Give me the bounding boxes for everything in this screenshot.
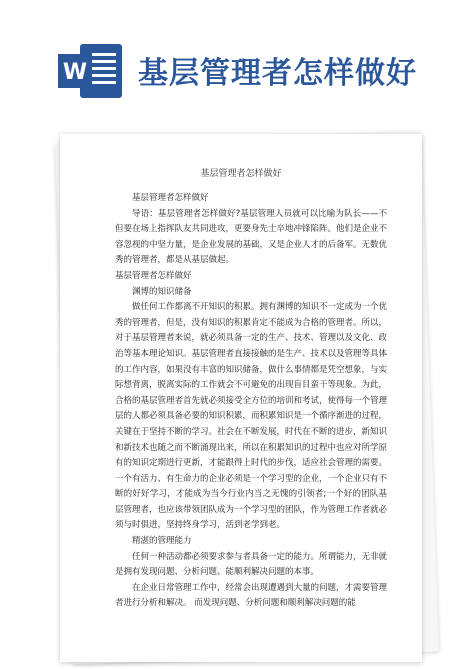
section-heading: 基层管理者怎样做好 [115, 270, 192, 281]
section-heading-ability: 精湛的管理能力 [132, 536, 192, 547]
document-page [60, 134, 422, 662]
header-banner [0, 0, 474, 120]
document-title: 基层管理者怎样做好 [200, 169, 282, 179]
word-icon [58, 40, 124, 102]
ability-paragraph: 任何一种活动都必须要求参与者具备一定的能力。所谓能力，无非就是拥有发现问题、分析问题、能顺利解决问题的本事。 [115, 551, 388, 578]
intro-paragraph: 导语：基层管理者怎样做好?基层管理人员就可以比喻为队长——不但要在场上指挥队友共同进攻，更要身先士卒地冲锋陷阵。他们是企业不容忽视的中坚力量，是企业发展的基础，又是企业人才的后备军。无数优秀的管理者，都是从基层做起。 [115, 208, 388, 266]
problem-paragraph: 在企业日常管理工作中，经常会出现遭遇到大量的问题，才需要管理者进行分析和解决。 而发现问题、分析问题和顺利解决问题的能 [115, 582, 388, 609]
section-heading-knowledge: 渊博的知识储备 [132, 286, 192, 297]
document-body [115, 191, 387, 612]
knowledge-paragraph: 做任何工作都离不开知识的积累。拥有渊博的知识不一定成为一个优秀的管理者，但是，没有知识的积累肯定不能成为合格的管理者。所以，对于基层管理者来说，就必须具备一定的生产、技术、管理以及文化、政治等基本理论知识。基层管理者直接接触的是生产、技术以及管理等具体的工作内容，如果没有丰富的知识储备，做什么事情都是凭空想象，与实际想背离，脱离实际的工作就会不可避免的出现盲目蛮干等现象。为此，合格的基层管理者首先就必须接受全方位的培训和考试，使得每一个管理层的人都必须具备必要的知识积累，而积累知识是一个循序渐进的过程，关键在于坚持不断的学习。社会在不断发展，时代在不断的进步，新知识和新技术也随之而不断涌现出来，所以在积累知识的过程中也应对所学原有的知识定期进行更新，才能跟得上时代的步伐，适应社会管理的需要。一个有活力、有生命力的企业必须是一个学习型的企业，一个企业只有不断的好好学习，才能成为当今行业内当之无愧的引领者;一个好的团队基层管理者，也应该带领团队成为一个学习型的团队，作为管理工作者就必须与时俱进，坚持终身学习，活到老学到老。 [115, 302, 388, 531]
banner-title: 基层管理者怎样做好 [138, 56, 417, 91]
svg-text:W: W [62, 60, 88, 85]
subheading: 基层管理者怎样做好 [132, 193, 209, 203]
